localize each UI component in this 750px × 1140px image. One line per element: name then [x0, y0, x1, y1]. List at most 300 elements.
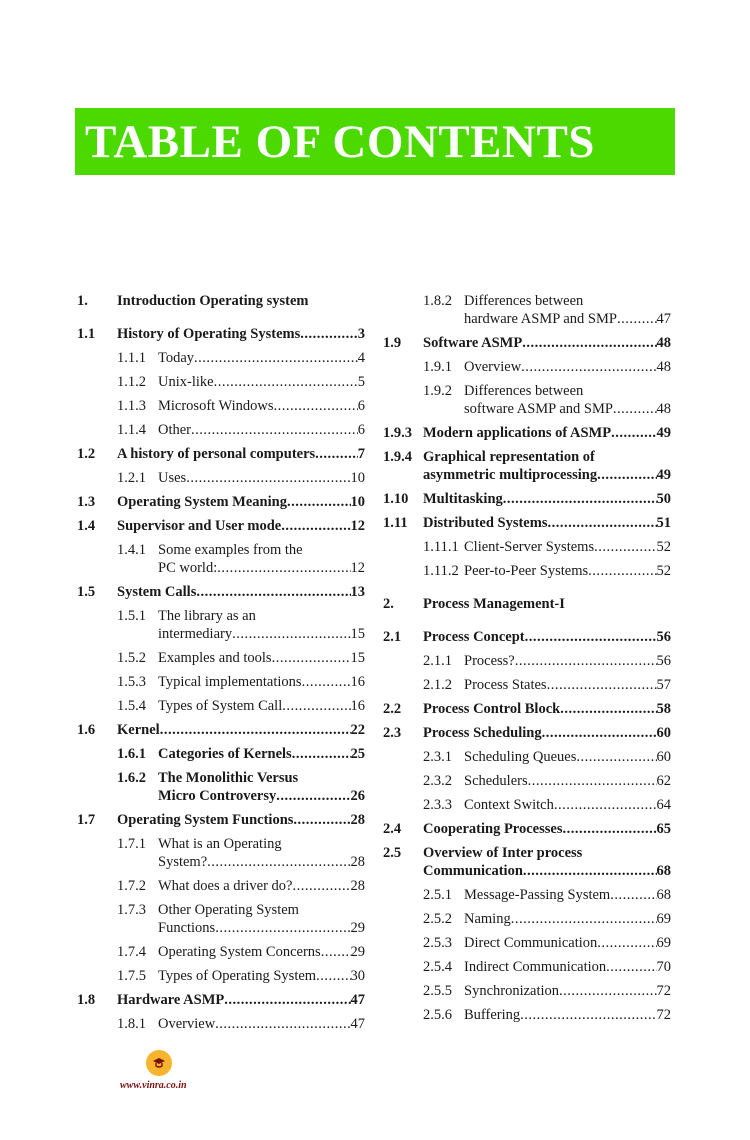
- dot-leader: [207, 853, 350, 871]
- entry-title: Client-Server Systems: [464, 539, 595, 555]
- entry-line: [423, 700, 671, 718]
- entry-page: 52: [656, 539, 671, 555]
- entry-body: [423, 820, 671, 838]
- entry-title: A history of personal computers: [117, 446, 316, 462]
- dot-leader: [293, 811, 350, 829]
- entry-line: [423, 490, 671, 508]
- dot-leader: [232, 625, 350, 643]
- entry-body: [117, 583, 365, 601]
- toc-entry[interactable]: [383, 958, 671, 976]
- toc-entry[interactable]: [77, 877, 365, 895]
- entry-line: [158, 1015, 365, 1033]
- dot-leader: [215, 1015, 350, 1033]
- entry-number: 1.5.4: [117, 698, 146, 714]
- entry-number: 1.2.1: [117, 470, 146, 486]
- entry-page: 6: [357, 422, 365, 438]
- entry-page: 57: [656, 677, 671, 693]
- entry-body: [464, 886, 671, 904]
- entry-number: 1.6: [77, 722, 96, 738]
- toc-entry[interactable]: [77, 349, 365, 367]
- entry-number: 1.11.1: [423, 539, 459, 555]
- entry-number: 1.11.2: [423, 563, 459, 579]
- dot-leader: [160, 721, 351, 739]
- entry-title: Process Management-I: [423, 596, 565, 612]
- toc-entry[interactable]: [383, 424, 671, 442]
- toc-entry[interactable]: [383, 514, 671, 532]
- toc-entry[interactable]: [77, 1015, 365, 1033]
- toc-entry[interactable]: [383, 1006, 671, 1024]
- dot-leader: [217, 559, 350, 577]
- dot-leader: [321, 943, 351, 961]
- entry-line: [158, 787, 365, 805]
- entry-page: 28: [350, 878, 365, 894]
- entry-number: 1.7.4: [117, 944, 146, 960]
- entry-title: Schedulers: [464, 773, 528, 789]
- entry-line: [464, 562, 671, 580]
- entry-number: 1.1.3: [117, 398, 146, 414]
- entry-body: [158, 769, 365, 805]
- entry-title: Process Scheduling: [423, 725, 542, 741]
- entry-page: 28: [350, 854, 365, 870]
- toc-entry[interactable]: [77, 583, 365, 601]
- entry-line: [158, 649, 365, 667]
- entry-body: [464, 748, 671, 766]
- dot-leader: [610, 886, 656, 904]
- toc-entry[interactable]: [77, 517, 365, 535]
- entry-body: [423, 724, 671, 742]
- dot-leader: [542, 724, 657, 742]
- entry-line: [117, 721, 365, 739]
- entry-number: 2.1: [383, 629, 402, 645]
- entry-page: 72: [656, 1007, 671, 1023]
- chapter-heading[interactable]: [77, 292, 365, 310]
- toc-entry[interactable]: [383, 910, 671, 928]
- entry-number: 1.6.1: [117, 746, 146, 762]
- entry-number: 1.4: [77, 518, 96, 534]
- entry-title: Multitasking: [423, 491, 503, 507]
- entry-body: [158, 673, 365, 691]
- toc-entry[interactable]: [77, 493, 365, 511]
- entry-body: [158, 469, 365, 487]
- entry-page: 60: [656, 749, 671, 765]
- entry-page: 15: [350, 626, 365, 642]
- entry-page: 10: [350, 470, 365, 486]
- dot-leader: [503, 490, 657, 508]
- toc-entry[interactable]: [77, 421, 365, 439]
- dot-leader: [559, 982, 656, 1000]
- entry-body: [423, 595, 671, 613]
- entry-page: 48: [656, 359, 671, 375]
- entry-body: [464, 358, 671, 376]
- entry-page: 72: [656, 983, 671, 999]
- entry-title-part1: Graphical representation of: [423, 449, 595, 465]
- entry-number: 2.5.6: [423, 1007, 452, 1023]
- toc-entry[interactable]: [383, 448, 671, 484]
- entry-page: 62: [656, 773, 671, 789]
- entry-body: [423, 628, 671, 646]
- dot-leader: [597, 934, 656, 952]
- entry-title: Process States: [464, 677, 547, 693]
- entry-title: Naming: [464, 911, 511, 927]
- entry-number: 2.5.1: [423, 887, 452, 903]
- dot-leader: [523, 862, 657, 880]
- dot-leader: [282, 697, 350, 715]
- entry-page: 69: [656, 935, 671, 951]
- entry-line: [158, 625, 365, 643]
- entry-body: [158, 901, 365, 937]
- entry-line: [423, 514, 671, 532]
- entry-body: [158, 649, 365, 667]
- toc-entry[interactable]: [77, 769, 365, 805]
- entry-number: 1.8: [77, 992, 96, 1008]
- entry-line: [464, 310, 671, 328]
- entry-number: 1.4.1: [117, 542, 146, 558]
- entry-title: Communication: [423, 863, 523, 879]
- entry-number: 1.7.1: [117, 836, 146, 852]
- entry-title: What does a driver do?: [158, 878, 293, 894]
- entry-title: Overview: [158, 1016, 216, 1032]
- toc-entry[interactable]: [77, 745, 365, 763]
- entry-title: Process Control Block: [423, 701, 561, 717]
- entry-page: 28: [350, 812, 365, 828]
- entry-title: Unix-like: [158, 374, 214, 390]
- entry-body: [158, 967, 365, 985]
- dot-leader: [594, 538, 656, 556]
- toc-entry[interactable]: [77, 943, 365, 961]
- toc-entry[interactable]: [383, 358, 671, 376]
- entry-title-part1: What is an Operating: [158, 836, 282, 852]
- entry-title: Hardware ASMP: [117, 992, 225, 1008]
- entry-title: Kernel: [117, 722, 160, 738]
- dot-leader: [547, 676, 657, 694]
- entry-page: 15: [350, 650, 365, 666]
- toc-entry[interactable]: [77, 325, 365, 343]
- entry-body: [158, 421, 365, 439]
- entry-line: [158, 397, 365, 415]
- entry-title: software ASMP and SMP: [464, 401, 613, 417]
- entry-title-line1: [423, 844, 671, 862]
- toc-entry[interactable]: [383, 772, 671, 790]
- entry-title-line1: [158, 901, 365, 919]
- toc-entry[interactable]: [383, 748, 671, 766]
- entry-title-line1: [158, 541, 365, 559]
- entry-line: [464, 982, 671, 1000]
- entry-body: [158, 349, 365, 367]
- entry-body: [158, 697, 365, 715]
- toc-column-left: [77, 292, 365, 1039]
- entry-number: 1.1.4: [117, 422, 146, 438]
- entry-line: [464, 796, 671, 814]
- entry-title: Indirect Communication: [464, 959, 607, 975]
- dot-leader: [511, 910, 657, 928]
- entry-line: [423, 724, 671, 742]
- entry-line: [464, 910, 671, 928]
- entry-body: [464, 796, 671, 814]
- entry-page: 69: [656, 911, 671, 927]
- entry-title: Synchronization: [464, 983, 560, 999]
- entry-number: 1.9.3: [383, 425, 412, 441]
- entry-title: Types of Operating System: [158, 968, 317, 984]
- entry-body: [158, 397, 365, 415]
- entry-body: [464, 538, 671, 556]
- toc-entry[interactable]: [77, 811, 365, 829]
- entry-title-line1: [158, 607, 365, 625]
- entry-body: [464, 292, 671, 328]
- entry-line: [117, 493, 365, 511]
- entry-title-part1: Some examples from the: [158, 542, 303, 558]
- toc-entry[interactable]: [77, 991, 365, 1009]
- entry-number: 1.11: [383, 515, 408, 531]
- dot-leader: [597, 466, 656, 484]
- entry-number: 2.1.1: [423, 653, 452, 669]
- entry-number: 1.1.1: [117, 350, 146, 366]
- toc-entry[interactable]: [77, 649, 365, 667]
- entry-line: [117, 445, 365, 463]
- toc-entry[interactable]: [77, 835, 365, 871]
- entry-line: [464, 934, 671, 952]
- toc-entry[interactable]: [77, 673, 365, 691]
- entry-line: [423, 466, 671, 484]
- entry-page: 49: [656, 467, 671, 483]
- entry-title: intermediary: [158, 626, 233, 642]
- entry-line: [464, 1006, 671, 1024]
- entry-body: [464, 676, 671, 694]
- toc-entry[interactable]: [77, 469, 365, 487]
- entry-line: [423, 820, 671, 838]
- toc-entry[interactable]: [383, 886, 671, 904]
- entry-title: Categories of Kernels: [158, 746, 292, 762]
- toc-entry[interactable]: [383, 538, 671, 556]
- entry-line: [117, 583, 365, 601]
- dot-leader: [196, 583, 350, 601]
- dot-leader: [316, 967, 350, 985]
- entry-page: 47: [350, 1016, 365, 1032]
- entry-title: Buffering: [464, 1007, 521, 1023]
- entry-page: 29: [350, 944, 365, 960]
- entry-title: Types of System Call: [158, 698, 283, 714]
- entry-number: 2.5.4: [423, 959, 452, 975]
- entry-body: [423, 700, 671, 718]
- entry-page: 30: [350, 968, 365, 984]
- toc-entry[interactable]: [383, 628, 671, 646]
- entry-line: [158, 697, 365, 715]
- toc-entry[interactable]: [383, 982, 671, 1000]
- entry-title: Operating System Concerns: [158, 944, 321, 960]
- entry-line: [464, 886, 671, 904]
- entry-body: [464, 382, 671, 418]
- entry-page: 68: [656, 863, 671, 879]
- toc-entry[interactable]: [383, 490, 671, 508]
- entry-body: [158, 943, 365, 961]
- dot-leader: [515, 652, 657, 670]
- entry-body: [464, 934, 671, 952]
- entry-body: [117, 325, 365, 343]
- toc-entry[interactable]: [383, 292, 671, 328]
- entry-title: Micro Controversy: [158, 788, 277, 804]
- entry-line: [117, 517, 365, 535]
- entry-page: 22: [350, 722, 365, 738]
- dot-leader: [522, 334, 656, 352]
- footer-url[interactable]: www.vinra.co.in: [120, 1080, 187, 1091]
- dot-leader: [562, 820, 656, 838]
- entry-page: 49: [656, 425, 671, 441]
- toc-entry[interactable]: [77, 541, 365, 577]
- entry-line: [158, 853, 365, 871]
- entry-body: [117, 811, 365, 829]
- entry-number: 2.3.3: [423, 797, 452, 813]
- dot-leader: [215, 919, 350, 937]
- entry-number: 1.7.3: [117, 902, 146, 918]
- entry-number: 1.8.1: [117, 1016, 146, 1032]
- entry-line: [423, 628, 671, 646]
- entry-page: 29: [350, 920, 365, 936]
- entry-number: 1.3: [77, 494, 96, 510]
- toc-entry[interactable]: [77, 373, 365, 391]
- entry-title-part1: Differences between: [464, 383, 584, 399]
- entry-title: Context Switch: [464, 797, 554, 813]
- entry-line: [423, 862, 671, 880]
- entry-page: 48: [656, 335, 671, 351]
- entry-number: 1.7.5: [117, 968, 146, 984]
- entry-page: 50: [656, 491, 671, 507]
- entry-number: 1.5.1: [117, 608, 146, 624]
- entry-title-part1: Differences between: [464, 293, 584, 309]
- entry-line: [158, 421, 365, 439]
- entry-line: [158, 745, 365, 763]
- entry-page: 16: [350, 698, 365, 714]
- toc-entry[interactable]: [383, 796, 671, 814]
- toc-entry[interactable]: [383, 562, 671, 580]
- toc-entry[interactable]: [77, 901, 365, 937]
- toc-entry[interactable]: [383, 844, 671, 880]
- dot-leader: [576, 748, 656, 766]
- entry-body: [464, 562, 671, 580]
- entry-line: [464, 538, 671, 556]
- entry-title: Operating System Meaning: [117, 494, 287, 510]
- entry-number: 2.4: [383, 821, 402, 837]
- entry-line: [464, 400, 671, 418]
- entry-title: Examples and tools: [158, 650, 272, 666]
- entry-title: PC world:: [158, 560, 218, 576]
- entry-number: 1.10: [383, 491, 409, 507]
- entry-title: Distributed Systems: [423, 515, 548, 531]
- entry-page: 52: [656, 563, 671, 579]
- entry-title: Peer-to-Peer Systems: [464, 563, 589, 579]
- entry-number: 2.5: [383, 845, 402, 861]
- toc-entry[interactable]: [77, 721, 365, 739]
- dot-leader: [186, 469, 350, 487]
- entry-body: [464, 1006, 671, 1024]
- entry-title: System?: [158, 854, 208, 870]
- entry-title-line1: [423, 448, 671, 466]
- dot-leader: [191, 421, 358, 439]
- entry-title: History of Operating Systems: [117, 326, 301, 342]
- entry-line: [117, 991, 365, 1009]
- entry-number: 2.3.1: [423, 749, 452, 765]
- dot-leader: [521, 358, 656, 376]
- entry-number: 2.5.2: [423, 911, 452, 927]
- toc-entry[interactable]: [383, 652, 671, 670]
- dot-leader: [528, 772, 657, 790]
- entry-line: [158, 349, 365, 367]
- chapter-heading[interactable]: [383, 595, 671, 613]
- entry-body: [117, 517, 365, 535]
- entry-body: [158, 541, 365, 577]
- entry-number: 1.: [77, 293, 88, 309]
- entry-number: 1.6.2: [117, 770, 146, 786]
- dot-leader: [315, 445, 358, 463]
- toc-entry[interactable]: [383, 700, 671, 718]
- entry-page: 65: [656, 821, 671, 837]
- entry-body: [158, 835, 365, 871]
- toc-entry[interactable]: [383, 382, 671, 418]
- toc-entry[interactable]: [77, 397, 365, 415]
- entry-title: Microsoft Windows: [158, 398, 274, 414]
- entry-page: 47: [656, 311, 671, 327]
- entry-title: Overview: [464, 359, 522, 375]
- entry-page: 3: [357, 326, 365, 342]
- entry-line: [464, 358, 671, 376]
- dot-leader: [194, 349, 358, 367]
- entry-number: 2.2: [383, 701, 402, 717]
- toc-entry[interactable]: [383, 676, 671, 694]
- toc-entry[interactable]: [383, 934, 671, 952]
- entry-line: [158, 943, 365, 961]
- entry-body: [464, 958, 671, 976]
- entry-page: 56: [656, 653, 671, 669]
- toc-entry[interactable]: [383, 334, 671, 352]
- toc-entry[interactable]: [77, 697, 365, 715]
- toc-entry[interactable]: [77, 607, 365, 643]
- entry-title-line1: [464, 292, 671, 310]
- entry-body: [423, 514, 671, 532]
- entry-title: Direct Communication: [464, 935, 598, 951]
- entry-line: [423, 595, 671, 613]
- entry-line: [158, 967, 365, 985]
- entry-number: 2.: [383, 596, 394, 612]
- entry-page: 70: [656, 959, 671, 975]
- toc-entry[interactable]: [383, 724, 671, 742]
- entry-number: 1.5.3: [117, 674, 146, 690]
- entry-page: 12: [350, 560, 365, 576]
- entry-line: [158, 559, 365, 577]
- toc-entry[interactable]: [77, 967, 365, 985]
- entry-line: [464, 652, 671, 670]
- dot-leader: [520, 1006, 656, 1024]
- entry-body: [423, 448, 671, 484]
- entry-title-line1: [158, 835, 365, 853]
- entry-number: 1.5.2: [117, 650, 146, 666]
- toc-entry[interactable]: [77, 445, 365, 463]
- dot-leader: [613, 400, 657, 418]
- entry-body: [423, 490, 671, 508]
- entry-number: 1.9.2: [423, 383, 452, 399]
- entry-title: Process?: [464, 653, 515, 669]
- dot-leader: [611, 424, 656, 442]
- entry-number: 2.3.2: [423, 773, 452, 789]
- entry-line: [158, 919, 365, 937]
- entry-number: 2.5.5: [423, 983, 452, 999]
- entry-title: Typical implementations: [158, 674, 302, 690]
- entry-number: 2.1.2: [423, 677, 452, 693]
- dot-leader: [274, 397, 358, 415]
- entry-line: [158, 877, 365, 895]
- toc-entry[interactable]: [383, 820, 671, 838]
- entry-body: [117, 721, 365, 739]
- entry-title: Modern applications of ASMP: [423, 425, 612, 441]
- entry-line: [158, 373, 365, 391]
- entry-number: 1.9.1: [423, 359, 452, 375]
